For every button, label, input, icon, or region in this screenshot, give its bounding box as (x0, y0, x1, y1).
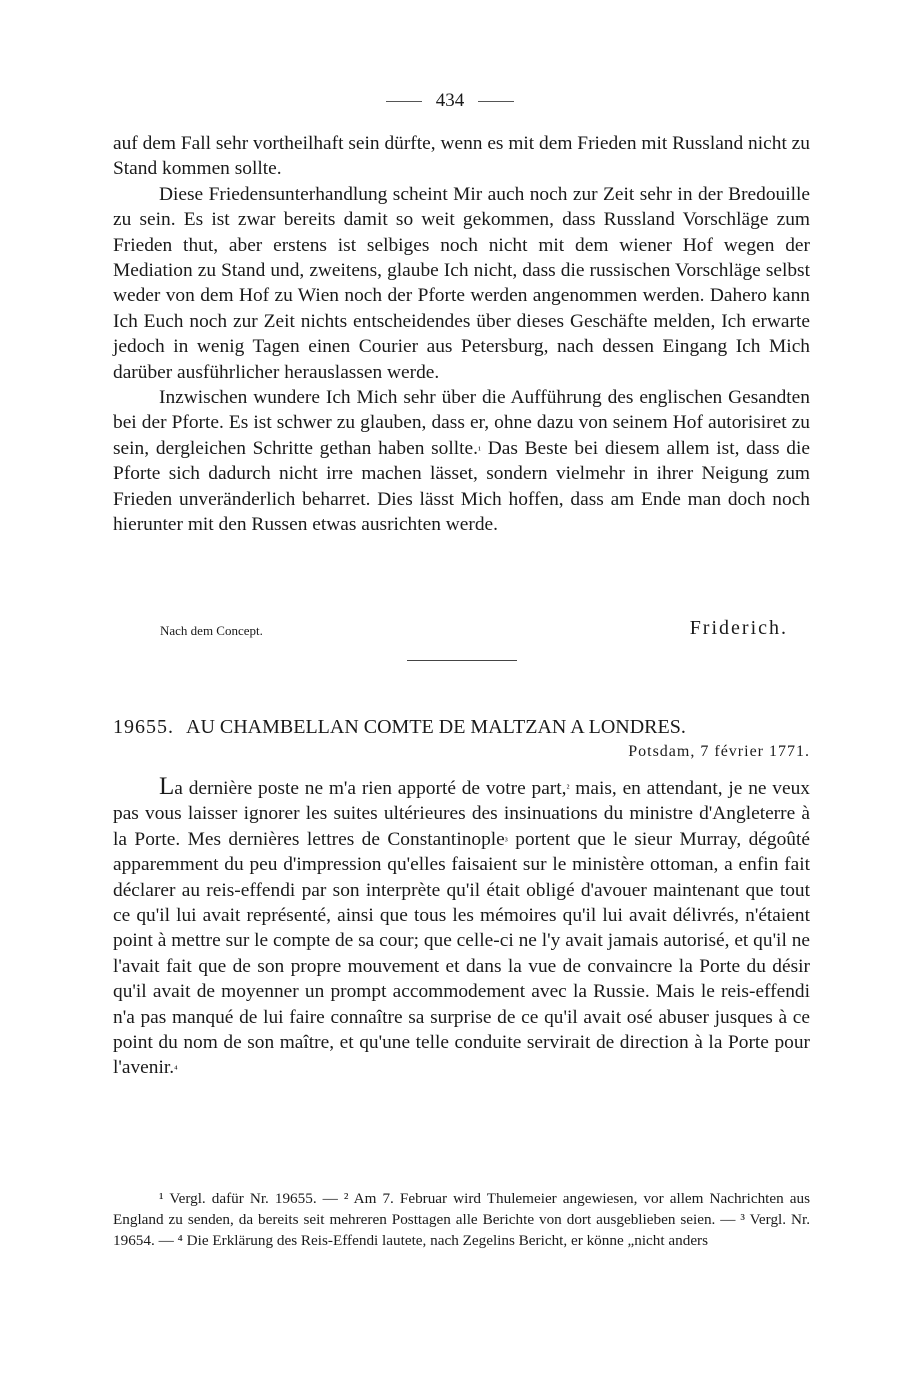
letter-heading (113, 713, 813, 741)
footnote-ref-1: ¹ (477, 444, 481, 456)
letter-text-3: portent que le sieur Murray, dégoûté apparemment du peu d'impression qu'elles faisaient sur le ministère ottoman, a enfin fait déclarer au reis-effendi par son interprète qu'il était obligé d'avouer maintenant que tout ce qu'il lui avait représenté, ainsi que tous les mémoires qu'il lui avait délivrés, n'étaient point à mettre sur le compte de sa cour; que celle-ci ne l'y avait jamais autorisé, et qu'il ne l'avait fait que de son propre mouvement et dans la vue de convaincre la Porte du désir qu'il avait de moyenner un prompt accommodement avec la Russie. Mais le reis-effendi n'a pas manqué de lui faire connaître sa surprise de ce qu'il avait osé abuser jusques à ce point du nom de son maître, et qu'une telle conduite servirait de direction à la Porte pour l'avenir. (113, 828, 810, 1079)
letter-body (113, 774, 810, 1081)
signature: Friderich. (689, 617, 788, 639)
closing-line (160, 617, 810, 643)
footnote-ref-3: ³ (504, 835, 508, 847)
header-rule-left (386, 101, 422, 102)
paragraph-2: Diese Friedensunterhandlung scheint Mir auch noch zur Zeit sehr in der Bredouille zu sein. Es ist zwar bereits damit so weit gekommen, dass Russland Vorschläge zum Frieden thut, aber erstens ist selbiges noch nicht mit dem wiener Hof wegen der Mediation zu Stand und, zweitens, glaube Ich nicht, dass die russischen Vorschläge selbst weder von dem Hof zu Wien noch der Pforte werden angenommen werden. Dahero kann Ich Euch noch zur Zeit nichts entscheidendes über dieses Geschäfte melden, Ich erwarte jedoch in wenig Tagen einen Courier aus Petersburg, nach dessen Eingang Ich Mich darüber ausführlicher herauslassen werde. (113, 183, 810, 383)
section-separator (407, 660, 517, 661)
paragraph-3 (113, 385, 810, 537)
letter-paragraph (113, 774, 810, 1081)
page-number: 434 (435, 90, 465, 111)
letter-title: AU CHAMBELLAN COMTE DE MALTZAN A LONDRES. (186, 716, 686, 738)
header-rule-right (478, 101, 514, 102)
paragraph-1: auf dem Fall sehr vortheilhaft sein dürfte, wenn es mit dem Frieden mit Russland nicht zu Stand kommen sollte. (113, 133, 810, 180)
footnote-ref-4: ⁴ (174, 1064, 178, 1076)
footnotes (113, 1188, 810, 1251)
footnote-ref-2: ² (566, 783, 570, 794)
letter-text-1: a dernière poste ne m'a rien apporté de votre part, (174, 778, 567, 799)
letter-text-2: mais, en attendant, je ne veux pas vous laisser ignorer les suites ultérieures des insinuations du ministre d'Angleterre à la Porte. Mes dernières lettres de Constantinople (113, 778, 811, 850)
paragraph-3-part-a: Inzwischen wundere Ich Mich sehr über die Aufführung des englischen Gesandten bei der Pforte. Es ist schwer zu glauben, dass er, ohne dazu von seinem Hof autorisiret zu sein, dergleichen Schritte gethan haben sollte. (113, 387, 810, 459)
previous-letter-body (113, 131, 810, 538)
dateline-place: Potsdam, (628, 743, 696, 760)
paragraph-3-part-b: Das Beste bei diesem allem ist, dass die Pforte sich dadurch nicht irre machen lässet, sondern vielmehr in ihrer Neigung zum Frieden unveränderlich beharret. Dies lässt Mich hoffen, dass am Ende man doch noch hierunter mit den Russen etwas ausrichten werde. (113, 437, 810, 536)
footnote-text: ¹ Vergl. dafür Nr. 19655. — ² Am 7. Februar wird Thulemeier angewiesen, vor allem Nachrichten aus England zu senden, da bereits seit mehreren Posttagen alle Berichte von dort ausgeblieben seien. — ³ Vergl. Nr. 19654. — ⁴ Die Erklärung des Reis-Effendi lautete, nach Zegelins Bericht, er könne „nicht anders (113, 1190, 810, 1249)
initial-letter: L (159, 773, 175, 800)
page-header (0, 88, 900, 114)
letter-number: 19655. (113, 716, 174, 738)
source-note: Nach dem Concept. (160, 623, 263, 638)
dateline (420, 743, 810, 761)
dateline-date: 7 février 1771. (700, 743, 810, 760)
